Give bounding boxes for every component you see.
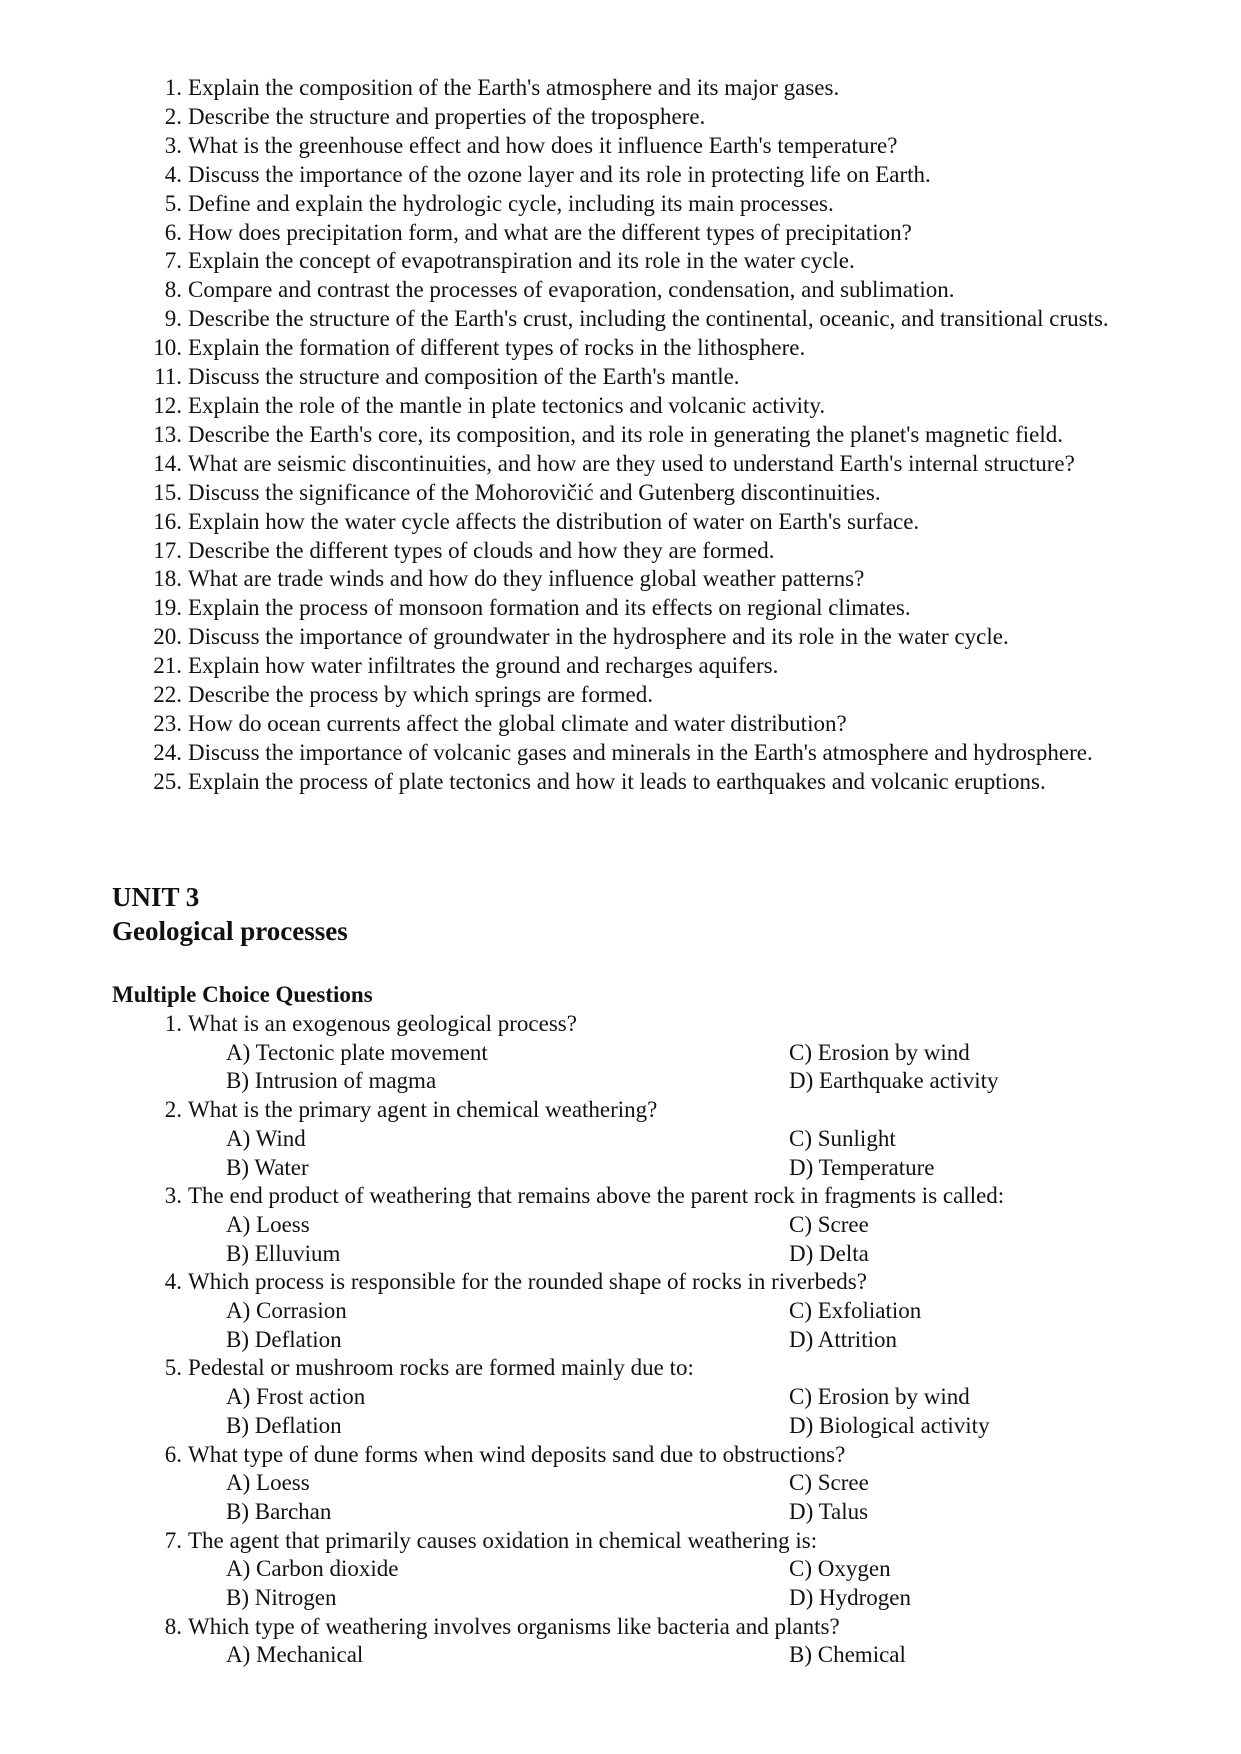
question-number: 2. xyxy=(164,103,182,129)
mcq-item xyxy=(140,1010,1180,1096)
mcq-option: B) Barchan xyxy=(226,1498,332,1524)
question-text: What are trade winds and how do they influence global weather patterns? xyxy=(188,566,865,592)
question-item xyxy=(140,392,1180,421)
question-number: 10. xyxy=(153,335,182,361)
question-item xyxy=(140,103,1180,132)
mcq-item xyxy=(140,1268,1180,1354)
question-number: 14. xyxy=(153,450,182,476)
question-text: Explain the role of the mantle in plate tectonics and volcanic activity. xyxy=(188,392,826,418)
question-number: 21. xyxy=(153,653,182,679)
mcq-option: A) Loess xyxy=(226,1211,310,1237)
mcq-option: A) Corrasion xyxy=(226,1298,347,1324)
mcq-question-row xyxy=(140,1354,1180,1383)
question-item xyxy=(140,219,1180,248)
mcq-option: A) Loess xyxy=(226,1470,310,1496)
mcq-number: 2. xyxy=(164,1097,182,1123)
question-text: Explain the process of monsoon formation and its effects on regional climates. xyxy=(188,595,911,621)
mcq-option: C) Exfoliation xyxy=(789,1298,922,1324)
question-text: Explain the concept of evapotranspiration and its role in the water cycle. xyxy=(188,248,855,274)
question-item xyxy=(140,363,1180,392)
question-item xyxy=(140,334,1180,363)
mcq-option: A) Carbon dioxide xyxy=(226,1556,399,1582)
question-text: Compare and contrast the processes of evaporation, condensation, and sublimation. xyxy=(188,277,955,303)
question-item xyxy=(140,132,1180,161)
question-text: Describe the structure of the Earth's crust, including the continental, oceanic, and transitional crusts. xyxy=(188,306,1109,332)
mcq-options xyxy=(226,1125,1180,1182)
mcq-number: 1. xyxy=(164,1011,182,1036)
question-text: Discuss the significance of the Mohorovičić and Gutenberg discontinuities. xyxy=(188,479,881,505)
question-text: Explain how the water cycle affects the distribution of water on Earth's surface. xyxy=(188,508,920,534)
question-item xyxy=(140,74,1180,103)
mcq-option: A) Mechanical xyxy=(226,1642,364,1668)
mcq-option: C) Scree xyxy=(789,1470,869,1496)
mcq-options xyxy=(226,1641,1180,1670)
question-item xyxy=(140,623,1180,652)
question-number: 13. xyxy=(153,421,182,447)
question-number: 18. xyxy=(153,566,182,592)
mcq-option: B) Chemical xyxy=(789,1642,906,1668)
question-text: How does precipitation form, and what are the different types of precipitation? xyxy=(188,219,912,245)
question-item xyxy=(140,537,1180,566)
unit-title: UNIT 3 xyxy=(112,882,200,912)
mcq-question-text: What type of dune forms when wind deposits sand due to obstructions? xyxy=(188,1441,846,1467)
mcq-item xyxy=(140,1182,1180,1268)
question-item xyxy=(140,594,1180,623)
mcq-question-row xyxy=(140,1010,1180,1039)
question-number: 22. xyxy=(153,682,182,708)
mcq-question-text: The agent that primarily causes oxidation in chemical weathering is: xyxy=(188,1527,818,1553)
mcq-option: C) Sunlight xyxy=(789,1125,896,1151)
question-item xyxy=(140,450,1180,479)
question-text: Explain the process of plate tectonics and how it leads to earthquakes and volcanic eruptions. xyxy=(188,768,1046,794)
mcq-question-row xyxy=(140,1182,1180,1211)
mcq-question-row xyxy=(140,1268,1180,1297)
mcq-heading: Multiple Choice Questions xyxy=(112,982,373,1007)
question-number: 17. xyxy=(153,537,182,563)
mcq-option: D) Biological activity xyxy=(789,1412,990,1438)
mcq-question-text: Which type of weathering involves organisms like bacteria and plants? xyxy=(188,1613,840,1639)
mcq-number: 5. xyxy=(164,1355,182,1381)
mcq-option: D) Temperature xyxy=(789,1154,935,1180)
mcq-options xyxy=(226,1211,1180,1268)
mcq-number: 7. xyxy=(164,1527,182,1553)
mcq-option: B) Intrusion of magma xyxy=(226,1068,437,1094)
question-number: 5. xyxy=(164,190,182,216)
question-number: 8. xyxy=(164,277,182,303)
mcq-option: B) Water xyxy=(226,1154,309,1180)
mcq-question-text: Pedestal or mushroom rocks are formed mainly due to: xyxy=(188,1355,694,1381)
question-text: Discuss the importance of groundwater in the hydrosphere and its role in the water cycle. xyxy=(188,624,1009,650)
mcq-option: C) Oxygen xyxy=(789,1556,891,1582)
question-list xyxy=(140,74,1180,797)
question-number: 4. xyxy=(164,161,182,187)
question-number: 12. xyxy=(153,392,182,418)
mcq-option: B) Nitrogen xyxy=(226,1585,337,1611)
question-text: Describe the process by which springs are formed. xyxy=(188,682,653,708)
question-text: Explain the formation of different types of rocks in the lithosphere. xyxy=(188,335,806,361)
mcq-option: C) Erosion by wind xyxy=(789,1039,970,1065)
question-text: What is the greenhouse effect and how does it influence Earth's temperature? xyxy=(188,132,898,158)
question-item xyxy=(140,479,1180,508)
question-item xyxy=(140,508,1180,537)
question-number: 16. xyxy=(153,508,182,534)
mcq-option: D) Earthquake activity xyxy=(789,1068,999,1094)
mcq-option: B) Deflation xyxy=(226,1326,342,1352)
question-text: Describe the Earth's core, its composition, and its role in generating the planet's magnetic field. xyxy=(188,421,1063,447)
mcq-option: D) Talus xyxy=(789,1498,869,1524)
mcq-item xyxy=(140,1441,1180,1527)
mcq-option: A) Tectonic plate movement xyxy=(226,1039,488,1065)
question-item xyxy=(140,739,1180,768)
question-text: What are seismic discontinuities, and how are they used to understand Earth's internal structure? xyxy=(188,450,1075,476)
mcq-options xyxy=(226,1555,1180,1612)
question-number: 24. xyxy=(153,739,182,765)
question-item xyxy=(140,652,1180,681)
mcq-options xyxy=(226,1297,1180,1354)
question-item xyxy=(140,305,1180,334)
mcq-question-row xyxy=(140,1096,1180,1125)
mcq-item xyxy=(140,1527,1180,1613)
question-number: 7. xyxy=(164,248,182,274)
question-text: Discuss the importance of the ozone layer and its role in protecting life on Earth. xyxy=(188,161,931,187)
mcq-option: D) Delta xyxy=(789,1240,869,1266)
question-item xyxy=(140,681,1180,710)
question-item xyxy=(140,421,1180,450)
question-item xyxy=(140,565,1180,594)
mcq-option: D) Hydrogen xyxy=(789,1585,911,1611)
mcq-option: B) Elluvium xyxy=(226,1240,341,1266)
mcq-option: A) Frost action xyxy=(226,1384,366,1410)
mcq-option: C) Scree xyxy=(789,1211,869,1237)
mcq-question-text: The end product of weathering that remains above the parent rock in fragments is called: xyxy=(188,1183,1005,1209)
mcq-option: D) Attrition xyxy=(789,1326,897,1352)
mcq-number: 4. xyxy=(164,1269,182,1295)
mcq-item xyxy=(140,1096,1180,1182)
question-number: 23. xyxy=(153,710,182,736)
question-text: Explain the composition of the Earth's atmosphere and its major gases. xyxy=(188,75,840,100)
question-number: 25. xyxy=(153,768,182,794)
mcq-option: C) Erosion by wind xyxy=(789,1384,970,1410)
question-number: 20. xyxy=(153,624,182,650)
question-text: Describe the different types of clouds and how they are formed. xyxy=(188,537,775,563)
mcq-item xyxy=(140,1354,1180,1440)
question-number: 1. xyxy=(164,75,182,100)
question-number: 3. xyxy=(164,132,182,158)
question-text: Define and explain the hydrologic cycle, including its main processes. xyxy=(188,190,834,216)
mcq-options xyxy=(226,1039,1180,1096)
question-text: Explain how water infiltrates the ground and recharges aquifers. xyxy=(188,653,779,679)
mcq-question-text: Which process is responsible for the rounded shape of rocks in riverbeds? xyxy=(188,1269,867,1295)
mcq-question-row xyxy=(140,1527,1180,1556)
mcq-number: 8. xyxy=(164,1613,182,1639)
question-item xyxy=(140,276,1180,305)
question-item xyxy=(140,710,1180,739)
question-number: 6. xyxy=(164,219,182,245)
mcq-options xyxy=(226,1469,1180,1526)
question-text: Describe the structure and properties of the troposphere. xyxy=(188,103,706,129)
mcq-question-row xyxy=(140,1613,1180,1642)
question-number: 19. xyxy=(153,595,182,621)
mcq-number: 6. xyxy=(164,1441,182,1467)
question-number: 15. xyxy=(153,479,182,505)
question-text: Discuss the structure and composition of the Earth's mantle. xyxy=(188,364,740,390)
mcq-question-row xyxy=(140,1441,1180,1470)
mcq-question-text: What is an exogenous geological process? xyxy=(188,1011,577,1036)
mcq-item xyxy=(140,1613,1180,1670)
mcq-question-text: What is the primary agent in chemical weathering? xyxy=(188,1097,658,1123)
mcq-number: 3. xyxy=(164,1183,182,1209)
mcq-option: A) Wind xyxy=(226,1125,306,1151)
mcq-list xyxy=(140,1010,1180,1670)
question-item xyxy=(140,768,1180,797)
question-item xyxy=(140,190,1180,219)
question-item xyxy=(140,161,1180,190)
question-number: 11. xyxy=(154,364,182,390)
question-text: How do ocean currents affect the global climate and water distribution? xyxy=(188,710,847,736)
question-number: 9. xyxy=(164,306,182,332)
question-text: Discuss the importance of volcanic gases and minerals in the Earth's atmosphere and hydrosphere. xyxy=(188,739,1093,765)
mcq-options xyxy=(226,1383,1180,1440)
mcq-option: B) Deflation xyxy=(226,1412,342,1438)
unit-subtitle: Geological processes xyxy=(112,916,348,946)
question-item xyxy=(140,247,1180,276)
